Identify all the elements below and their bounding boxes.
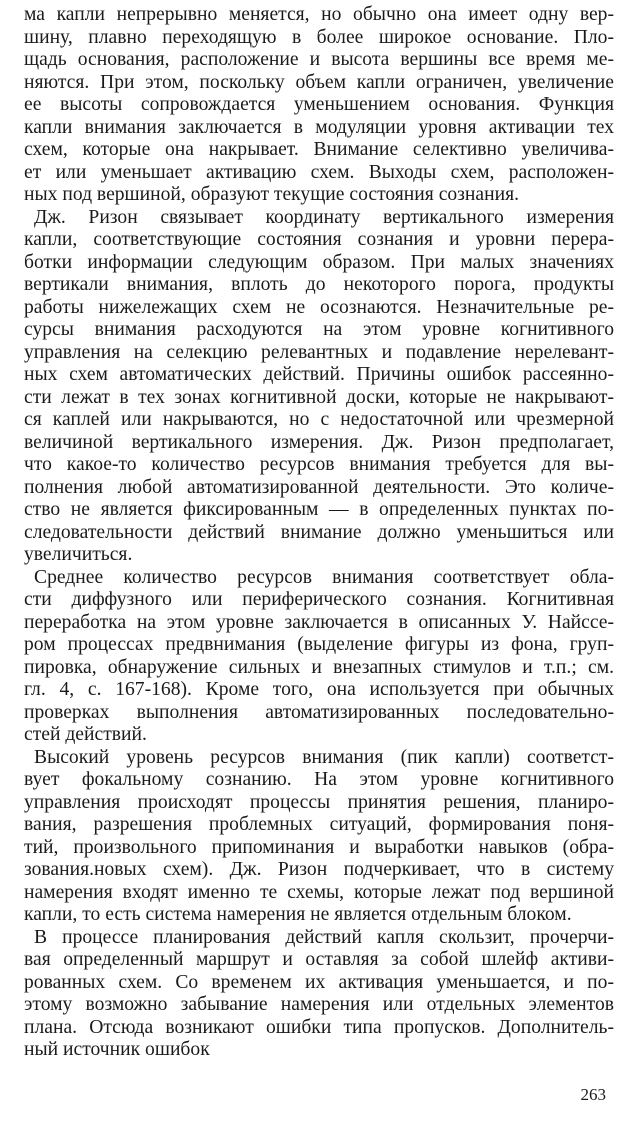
text-line: ных схем автоматических действий. Причины ошибок рассеянно- [24,364,614,385]
text-line: величиной вертикального измерения. Дж. Ризон предполагает, [24,431,614,453]
text-line: ных под вершиной, образуют текущие состояния сознания. [24,184,519,205]
text-line: ее высоты сопровождается уменьшением основания. Функция [24,94,614,115]
text-line: вует фокальному сознанию. На этом уровне когнитивного [24,769,614,790]
text-line: рованных схем. Со временем их активация уменьшается, и по- [24,971,614,993]
text-line: вертикали внимания, вплоть до некоторого порога, продукты [24,274,614,295]
text-line: полнения любой автоматизированной деятельности. Это количе- [24,476,614,498]
body-text [24,4,614,1062]
text-line: вая определенный маршрут и оставляя за собой шлейф активи- [24,949,614,970]
text-line: няются. При этом, поскольку объем капли ограничен, увеличение [24,71,614,93]
text-line: переработка на этом уровне заключается в описанных У. Найссе- [24,611,614,633]
text-line: шину, плавно переходящую в более широкое основание. Пло- [24,26,614,48]
text-line: вания, разрешения проблемных ситуаций, формирования поня- [24,814,614,835]
text-line: ся каплей или накрываются, но с недостаточной или чрезмерной [24,409,614,430]
text-line: сти лежат в тех зонах когнитивной доски, которые не накрывают- [24,386,614,408]
text-line: проверках выполнения автоматизированных последовательно- [24,701,614,723]
paragraph-start-line: Среднее количество ресурсов внимания соответствует обла- [34,566,614,588]
text-line: зования.новых схем). Дж. Ризон подчеркивает, что в систему [24,859,614,880]
text-line: ботки информации следующим образом. При малых значениях [24,251,614,273]
paragraph-start-line: В процессе планирования действий капля скользит, прочерчи- [34,926,614,948]
paragraph-start-line: Дж. Ризон связывает координату вертикального измерения [34,206,614,228]
text-line: капли, соответствующие состояния сознания и уровни перера- [24,229,614,250]
text-line: гл. 4, с. 167-168). Кроме того, она используется при обычных [24,679,614,700]
text-line: капли внимания заключается в модуляции уровня активации тех [24,116,614,138]
text-line: управления на селекцию релевантных и подавление нерелевант- [24,341,614,363]
text-line: сти диффузного или периферического сознания. Когнитивная [24,589,614,610]
text-line: тий, произвольного припоминания и выработки навыков (обра- [24,836,614,858]
text-line: схем, которые она накрывает. Внимание селективно увеличива- [24,139,614,160]
paragraph-start-line: Высокий уровень ресурсов внимания (пик капли) соответст- [34,746,614,768]
text-line: следовательности действий внимание должно уменьшиться или [24,521,614,543]
text-line: плана. Отсюда возникают ошибки типа пропусков. Дополнитель- [24,1016,614,1038]
text-line: ный источник ошибок [24,1039,210,1060]
text-line: управления происходят процессы принятия решения, планиро- [24,791,614,813]
text-line: работы нижележащих схем не осознаются. Незначительные ре- [24,296,614,318]
text-line: увеличиться. [24,544,133,565]
text-line: ром процессах предвнимания (выделение фигуры из фона, груп- [24,634,614,655]
text-line: что какое-то количество ресурсов внимания требуется для вы- [24,454,614,475]
text-line: этому возможно забывание намерения или отдельных элементов [24,994,614,1015]
text-line: ма капли непрерывно меняется, но обычно она имеет одну вер- [24,4,614,25]
text-line: стей действий. [24,724,147,745]
text-line: щадь основания, расположение и высота вершины все время ме- [24,49,614,70]
text-line: ет или уменьшает активацию схем. Выходы схем, расположен- [24,161,614,183]
page-number: 263 [580,1085,606,1104]
text-line: намерения входят именно те схемы, которые лежат под вершиной [24,881,614,903]
text-line: пировка, обнаружение сильных и внезапных стимулов и т.п.; см. [24,656,614,678]
text-line: сурсы внимания расходуются на этом уровне когнитивного [24,319,614,340]
text-line: капли, то есть система намерения не является отдельным блоком. [24,904,572,925]
text-line: ство не является фиксированным — в определенных пунктах по- [24,499,614,520]
